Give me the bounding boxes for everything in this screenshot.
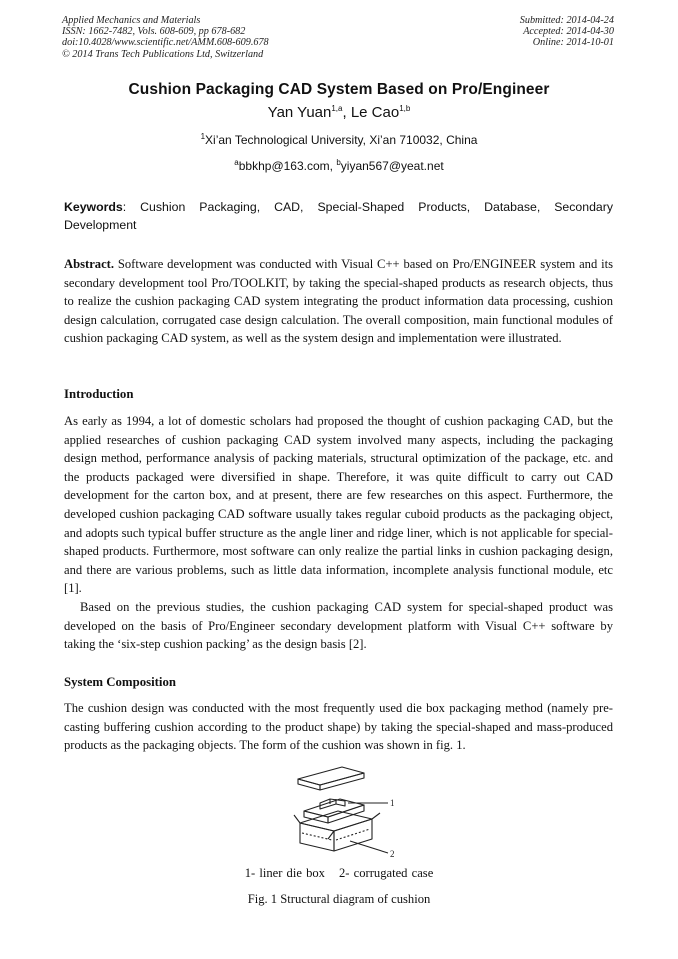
- accepted-date: Accepted: 2014-04-30: [523, 26, 614, 38]
- cushion-structure-figure: [290, 763, 410, 863]
- journal-name: Applied Mechanics and Materials: [62, 15, 201, 26]
- email-sup: a: [234, 158, 239, 167]
- author-name: Le Cao: [350, 104, 400, 121]
- introduction-paragraph-2: Based on the previous studies, the cushion packaging CAD system for special-shaped product was developed on the basis of Pro/Engineer secondary development platform with Visual C++ software by taking the ‘six-step cushion packing’ as the design basis [2].: [64, 600, 613, 652]
- keywords: [64, 198, 613, 234]
- callout-leader-2: [350, 841, 388, 853]
- corrugated-case: [294, 811, 380, 851]
- email-sup: b: [336, 158, 341, 167]
- email-link[interactable]: yiyan567@yeat.net: [340, 159, 444, 173]
- affiliation-sup: 1: [200, 132, 206, 141]
- introduction-paragraph-1: As early as 1994, a lot of domestic scholars had proposed the thought of cushion packaging CAD, but the applied researches of cushion packaging CAD system involved many aspects, including the packaging design method, performance analysis of packing materials, structural optimization of the package, etc. and the products packaged were diversified in shape. Therefore, it was quite difficult to carry out CAD development for the carton box, and at present, there are few researches on this aspect. Furthermore, the developed cushion packaging CAD software usually takes regular cuboid products as the packaging object, and adopts such typical buffer structure as the angle liner and ridge liner, which is not applicable for special-shaped products. Furthermore, most software can only realize the partial links in cushion packaging design, and there are various problems, such as little data information, incomplete analysis functional module, etc [1].: [64, 414, 613, 596]
- submitted-date: Submitted: 2014-04-24: [519, 15, 614, 26]
- legend-item-liner: 1- liner die box: [244, 866, 325, 880]
- section-heading-introduction: Introduction: [64, 387, 134, 401]
- email-link[interactable]: bbkhp@163.com: [238, 159, 330, 173]
- affiliation-text: Xi’an Technological University, Xi’an 710032, China: [205, 133, 478, 147]
- affiliation: [0, 133, 678, 147]
- author-list: [0, 104, 678, 121]
- publication-dates: [520, 15, 614, 49]
- author-affil-sup: 1,a: [331, 104, 343, 113]
- copyright-line: © 2014 Trans Tech Publications Ltd, Switzerland: [62, 48, 264, 60]
- keywords-text: : Cushion Packaging, CAD, Special-Shaped Products, Database, Secondary Development: [64, 200, 613, 232]
- author-affil-sup: 1,b: [399, 104, 411, 113]
- author-emails: [0, 159, 678, 173]
- issn-line: ISSN: 1662-7482, Vols. 608-609, pp 678-682: [62, 26, 246, 38]
- journal-meta: [62, 15, 269, 60]
- abstract-label: Abstract.: [64, 257, 115, 271]
- doi-line: doi:10.4028/www.scientific.net/AMM.608-609.678: [62, 37, 269, 49]
- abstract-text: Software development was conducted with Visual C++ based on Pro/ENGINEER system and its secondary development tool Pro/TOOLKIT, by taking the special-shaped products as research objects, thus to realize the cushion packaging CAD system integrating the product information data processing, cushion design calculation, corrugated case design calculation. The overall composition, main functional modules of cushion packaging CAD system, as well as the system design and implementation were illustrated.: [64, 257, 613, 346]
- system-paragraph-1: The cushion design was conducted with the most frequently used die box packaging method (namely pre-casting buffering cushion according to the product shape) by taking the special-shaped and mass-produced products as the packaging objects. The form of the cushion was shown in fig. 1.: [64, 701, 613, 753]
- online-date: Online: 2014-10-01: [532, 37, 614, 49]
- keywords-label: Keywords: [64, 200, 123, 214]
- author-name: Yan Yuan: [267, 104, 332, 121]
- legend-item-case: 2- corrugated case: [338, 866, 434, 880]
- paper-title: Cushion Packaging CAD System Based on Pro/Engineer: [128, 81, 550, 98]
- callout-label-2: 2: [390, 849, 395, 859]
- author-separator: ,: [342, 104, 351, 121]
- figure-legend: [0, 866, 678, 881]
- lid-slab: [298, 767, 364, 790]
- section-heading-system-composition: System Composition: [64, 675, 176, 689]
- email-separator: ,: [329, 159, 337, 173]
- abstract: [64, 255, 613, 348]
- figure-caption: Fig. 1 Structural diagram of cushion: [247, 892, 431, 906]
- callout-label-1: 1: [390, 798, 395, 808]
